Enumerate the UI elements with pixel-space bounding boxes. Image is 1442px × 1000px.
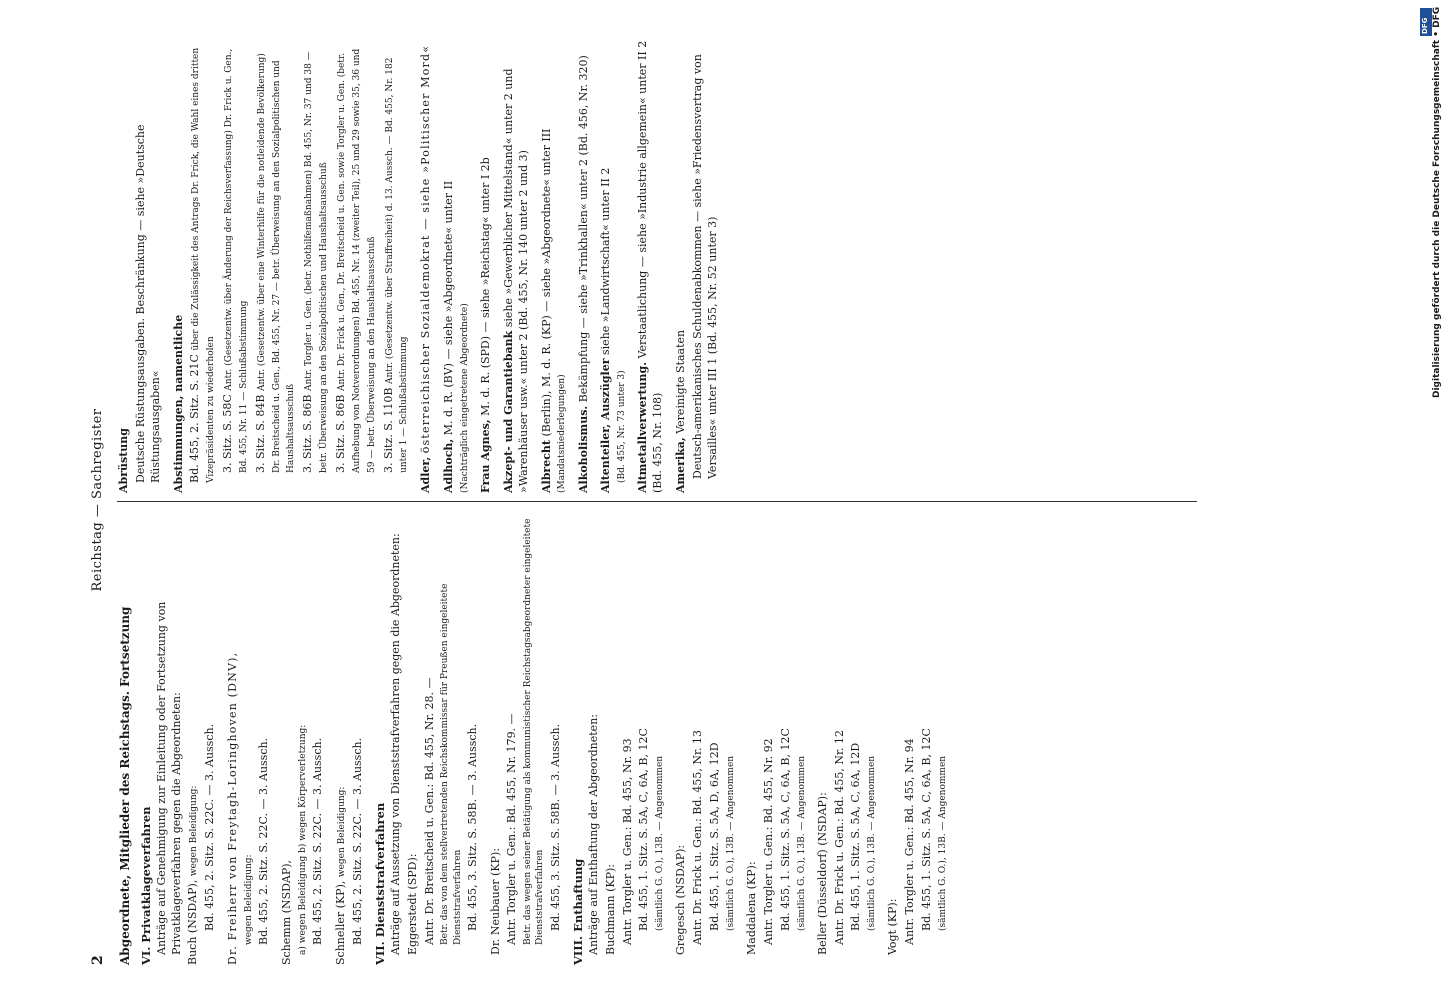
- entry-note: (sämtlich G. O.), 13B. — Angenommen: [655, 755, 666, 931]
- list-item: [577, 38, 592, 493]
- entry-ref: Bd. 455, 2. Sitz. S. 22C. — 3. Aussch.: [350, 737, 364, 945]
- member-name: Maddalena (KP):: [745, 861, 759, 955]
- entry-text: Verstaatlichung — siehe »Industrie allgemein« unter II 2 (Bd. 455, Nr. 108): [636, 40, 665, 493]
- entry-ref: 3. Sitz. S. 86B: [333, 394, 347, 473]
- list-item: [674, 510, 737, 965]
- right-column: [117, 38, 1355, 493]
- entry-abruestung: [117, 38, 164, 493]
- entry-text: siehe »Gewerblicher Mittelstand« unter 2 und »Warenhäuser usw.« unter 2 (Bd. 455, Nr. 140 unter 2 und 3): [501, 68, 530, 493]
- entry-head: Frau Agnes,: [479, 419, 493, 493]
- list-item: [745, 510, 808, 965]
- list-item: [540, 38, 569, 493]
- list-item: [604, 510, 667, 965]
- entry-note: a) wegen Beleidigung b) wegen Körperverletzung:: [297, 724, 308, 955]
- entry-line: Antr. Torgler u. Gen.: Bd. 455, Nr. 179. —: [505, 713, 519, 945]
- funding-note: [1418, 6, 1442, 406]
- list-item: [502, 38, 532, 493]
- entry-ref: Bd. 455, 1. Sitz. S. 5A, C, 6A, B, 12C: [637, 728, 651, 931]
- member-name: Dr. Neubauer (KP):: [488, 848, 502, 955]
- member-name: Schneller (KP),: [333, 880, 347, 965]
- list-item: [186, 510, 218, 965]
- entry-text: M. d. R. (BV) — siehe »Abgeordnete« unter II: [442, 180, 456, 436]
- intro-dienststraf: Anträge auf Aussetzung von Dienststrafverfahren gegen die Abgeordneten:: [388, 533, 402, 955]
- member-name: Beller (Düsseldorf) (NSDAP):: [815, 792, 829, 955]
- list-item: [334, 510, 366, 965]
- entry-head: Altenteiler, Auszügler: [599, 358, 613, 493]
- list-item: [382, 38, 412, 493]
- entry-text: Bekämpfung — siehe »Trinkhallen« unter 2 (Bd. 456, Nr. 320): [576, 55, 590, 403]
- entry-text: (Berlin), M. d. R. (KP) — siehe »Abgeordnete« unter III: [539, 128, 553, 437]
- list-item: [816, 510, 879, 965]
- entry-line: Antr. Dr. Frick u. Gen.: Bd. 455, Nr. 12: [832, 729, 846, 945]
- entry-text: Antr. (Gesetzentw. über Änderung der Reichsverfassung) Dr. Frick u. Gen., Bd. 455, Nr. 11 — Schlußabstimmung: [224, 48, 249, 473]
- entry-line: Antr. Torgler u. Gen.: Bd. 455, Nr. 92: [761, 738, 775, 945]
- entry-head: Albrecht: [539, 440, 553, 493]
- entry-line: Antr. Dr. Frick u. Gen.: Bd. 455, Nr. 13: [691, 729, 705, 945]
- member-name: Dr. Freiherr von Freytagh-Loringhoven (DNV),: [226, 651, 240, 965]
- entry-text: Deutsche Rüstungsausgaben. Beschränkung — siehe »Deutsche Rüstungsausgaben«: [133, 124, 162, 483]
- list-item: [674, 38, 721, 493]
- member-name: Buchmann (KP):: [603, 864, 617, 955]
- entry-ref: 3. Sitz. S. 84B: [253, 394, 267, 473]
- entry-head: Akzept- und Garantiebank: [501, 330, 515, 493]
- entry-line: Antr. Torgler u. Gen.: Bd. 455, Nr. 94: [903, 738, 917, 945]
- intro-privatklage: Anträge auf Genehmigung zur Einleitung oder Fortsetzung von Privatklageverfahren gegen die Abgeordneten:: [154, 601, 183, 955]
- entry-text: österreichischer Sozialdemokrat — siehe »Politischer Mord«: [419, 44, 433, 454]
- entry-text: Antr. Dr. Frick u. Gen., Dr. Breitscheid u. Gen. sowie Torgler u. Gen. (betr. Aufhebung von Notverordnungen) Bd. 455, Nr. 14 (zweiter Teil), 25 und 29 sowie 35, 36 und 59 — betr. Überweisung an den Haushaltsausschuß: [336, 48, 377, 473]
- list-item: [254, 38, 299, 493]
- dfg-logo: [1420, 8, 1432, 36]
- list-item: [334, 38, 379, 493]
- entry-head: Abrüstung: [117, 428, 130, 493]
- running-title: Reichstag — Sachregister: [90, 408, 105, 592]
- entry-ref: Bd. 455, 3. Sitz. S. 58B. — 3. Aussch.: [465, 723, 479, 931]
- entry-ref: Bd. 455, 3. Sitz. S. 58B. — 3. Aussch.: [548, 723, 562, 931]
- entry-text: Antr. (Gesetzentw. über Straffreiheit) d. 13. Aussch. — Bd. 455, Nr. 182 unter 1 — Schlußabstimmung: [384, 57, 410, 473]
- member-name: Eggerstedt (SPD):: [405, 853, 419, 955]
- entry-head: Abstimmungen, namentliche: [171, 314, 185, 493]
- entry-note: wegen Beleidigung:: [336, 786, 347, 878]
- left-column: [117, 510, 1355, 965]
- entry-text: M. d. R. (SPD) — siehe »Reichstag« unter I 2b: [479, 157, 493, 416]
- entry-ref: Bd. 455, 1. Sitz. S. 5A, C, 6A, B, 12C: [920, 728, 934, 931]
- entry-ref: Bd. 455, 1. Sitz. S. 5A, C, 6A, 12D: [849, 742, 863, 931]
- list-item: [301, 38, 331, 493]
- list-item: [406, 510, 481, 965]
- list-item: [226, 510, 272, 965]
- entry-note: Betr. das von dem stellvertretenden Reichskommissar für Preußen eingeleitete Dienststrafverfahren: [440, 583, 463, 945]
- funding-note-text: Digitalisierung gefördert durch die Deutsche Forschungsgemeinschaft • DFG: [1432, 6, 1442, 398]
- entry-note: (sämtlich G. O.), 13B. — Angenommen: [796, 755, 807, 931]
- member-name: Buch (NSDAP),: [186, 879, 200, 965]
- entry-ref: Bd. 455, 2. Sitz. S. 22C. — 3. Aussch.: [310, 737, 324, 945]
- entry-head: Amerika,: [674, 437, 688, 493]
- entry-ref: Bd. 455, 1. Sitz. S. 5A, D, 6A, 12D: [708, 742, 722, 931]
- intro-enthaftung: Anträge auf Enthaftung der Abgeordneten:: [586, 714, 600, 955]
- list-item: [599, 38, 628, 493]
- entry-ref: Bd. 455, 2. Sitz. S. 22C. — 3. Aussch.: [257, 737, 271, 945]
- column-divider: [117, 501, 1197, 502]
- page-number: 2: [90, 955, 106, 965]
- heading-dienststrafverfahren: VII. Dienststrafverfahren: [373, 802, 388, 965]
- entry-head: Adlhoch,: [442, 438, 456, 493]
- list-item: [221, 38, 251, 493]
- entry-ref: 3. Sitz. S. 110B: [381, 387, 395, 473]
- member-name: Vogt (KP):: [886, 898, 900, 955]
- entry-abstimmungen: [172, 38, 412, 493]
- list-item: [479, 38, 494, 493]
- entry-line: Antr. Torgler u. Gen.: Bd. 455, Nr. 93: [620, 738, 634, 945]
- list-item: [280, 510, 326, 965]
- entry-note: wegen Beleidigung:: [243, 854, 254, 945]
- entry-note: (Nachträglich eingetretene Abgeordnete): [459, 303, 470, 493]
- list-item: [636, 38, 666, 493]
- entry-note: (sämtlich G. O.), 13B. — Angenommen: [725, 755, 736, 931]
- entry-ref: Bd. 455, 1. Sitz. S. 5A, C, 6A, B, 12C: [778, 728, 792, 931]
- section-heading-abgeordnete: Abgeordnete, Mitglieder des Reichstags. Fortsetzung: [118, 606, 132, 965]
- list-item: [489, 510, 564, 965]
- entry-text: Antr. (Gesetzentw. über eine Winterhilfe für die notleidende Bevölkerung) Dr. Breitscheid u. Gen., Bd. 455, Nr. 27 — betr. Überweisung an den Sozialpolitischen und Haushaltsausschuß: [256, 53, 297, 473]
- entry-note: (sämtlich G. O.), 13B. — Angenommen: [867, 755, 878, 931]
- heading-enthaftung: VIII. Enthaftung: [571, 858, 586, 965]
- running-head: [85, 35, 115, 965]
- entry-head: Adler,: [419, 456, 433, 493]
- entry-note: Betr. das wegen seiner Betätigung als kommunistischer Reichstagsabgeordneter eingeleitete Dienststrafverfahren: [523, 518, 546, 945]
- heading-privatklageverfahren: VI. Privatklageverfahren: [139, 806, 154, 965]
- rotated-page-content: [85, 35, 1355, 965]
- list-item: [442, 38, 471, 493]
- entry-text: siehe »Landwirtschaft« unter II 2: [599, 167, 613, 355]
- list-item: [188, 38, 218, 493]
- entry-text: Antr. Torgler u. Gen. (betr. Nothilfemaßnahmen) Bd. 455, Nr. 37 und 38 — betr. Überweisung an den Sozialpolitischen und Haushaltsausschuß: [304, 51, 330, 473]
- entry-text: über die Zulässigkeit des Antrags Dr. Frick, die Wahl eines dritten Vizepräsidenten zu wiederholen: [191, 47, 217, 483]
- entry-line: Antr. Dr. Breitscheid u. Gen.: Bd. 455, Nr. 28. —: [422, 677, 436, 945]
- dfg-logo-text: DFG: [1421, 17, 1429, 34]
- member-name: Schemm (NSDAP),: [279, 859, 293, 965]
- list-item: [419, 38, 434, 493]
- entry-head: Alkoholismus.: [576, 405, 590, 493]
- entry-note: (Bd. 455, Nr. 73 unter 3): [617, 370, 628, 483]
- entry-ref: 3. Sitz. S. 86B: [301, 394, 315, 473]
- entry-ref: Bd. 455, 2. Sitz. S. 21C: [188, 354, 202, 483]
- entry-text: Vereinigte Staaten: [674, 329, 688, 434]
- member-name: Gregesch (NSDAP):: [674, 844, 688, 955]
- entry-ref: Bd. 455, 2. Sitz. S. 22C. — 3. Aussch.: [203, 723, 217, 931]
- entry-note: (sämtlich G. O.), 13B. — Angenommen: [937, 755, 948, 931]
- entry-head: Altmetallverwertung.: [636, 361, 650, 493]
- entry-sub: Deutsch-amerikanisches Schuldenabkommen — siehe »Friedensvertrag von Versailles« unter III 1 (Bd. 455, Nr. 52 unter 3): [690, 54, 719, 479]
- entry-note: (Mandatsniederlegungen): [557, 374, 568, 493]
- entry-ref: 3. Sitz. S. 58C: [221, 394, 235, 473]
- list-item: [886, 510, 949, 965]
- entry-note: wegen Beleidigung:: [189, 785, 200, 877]
